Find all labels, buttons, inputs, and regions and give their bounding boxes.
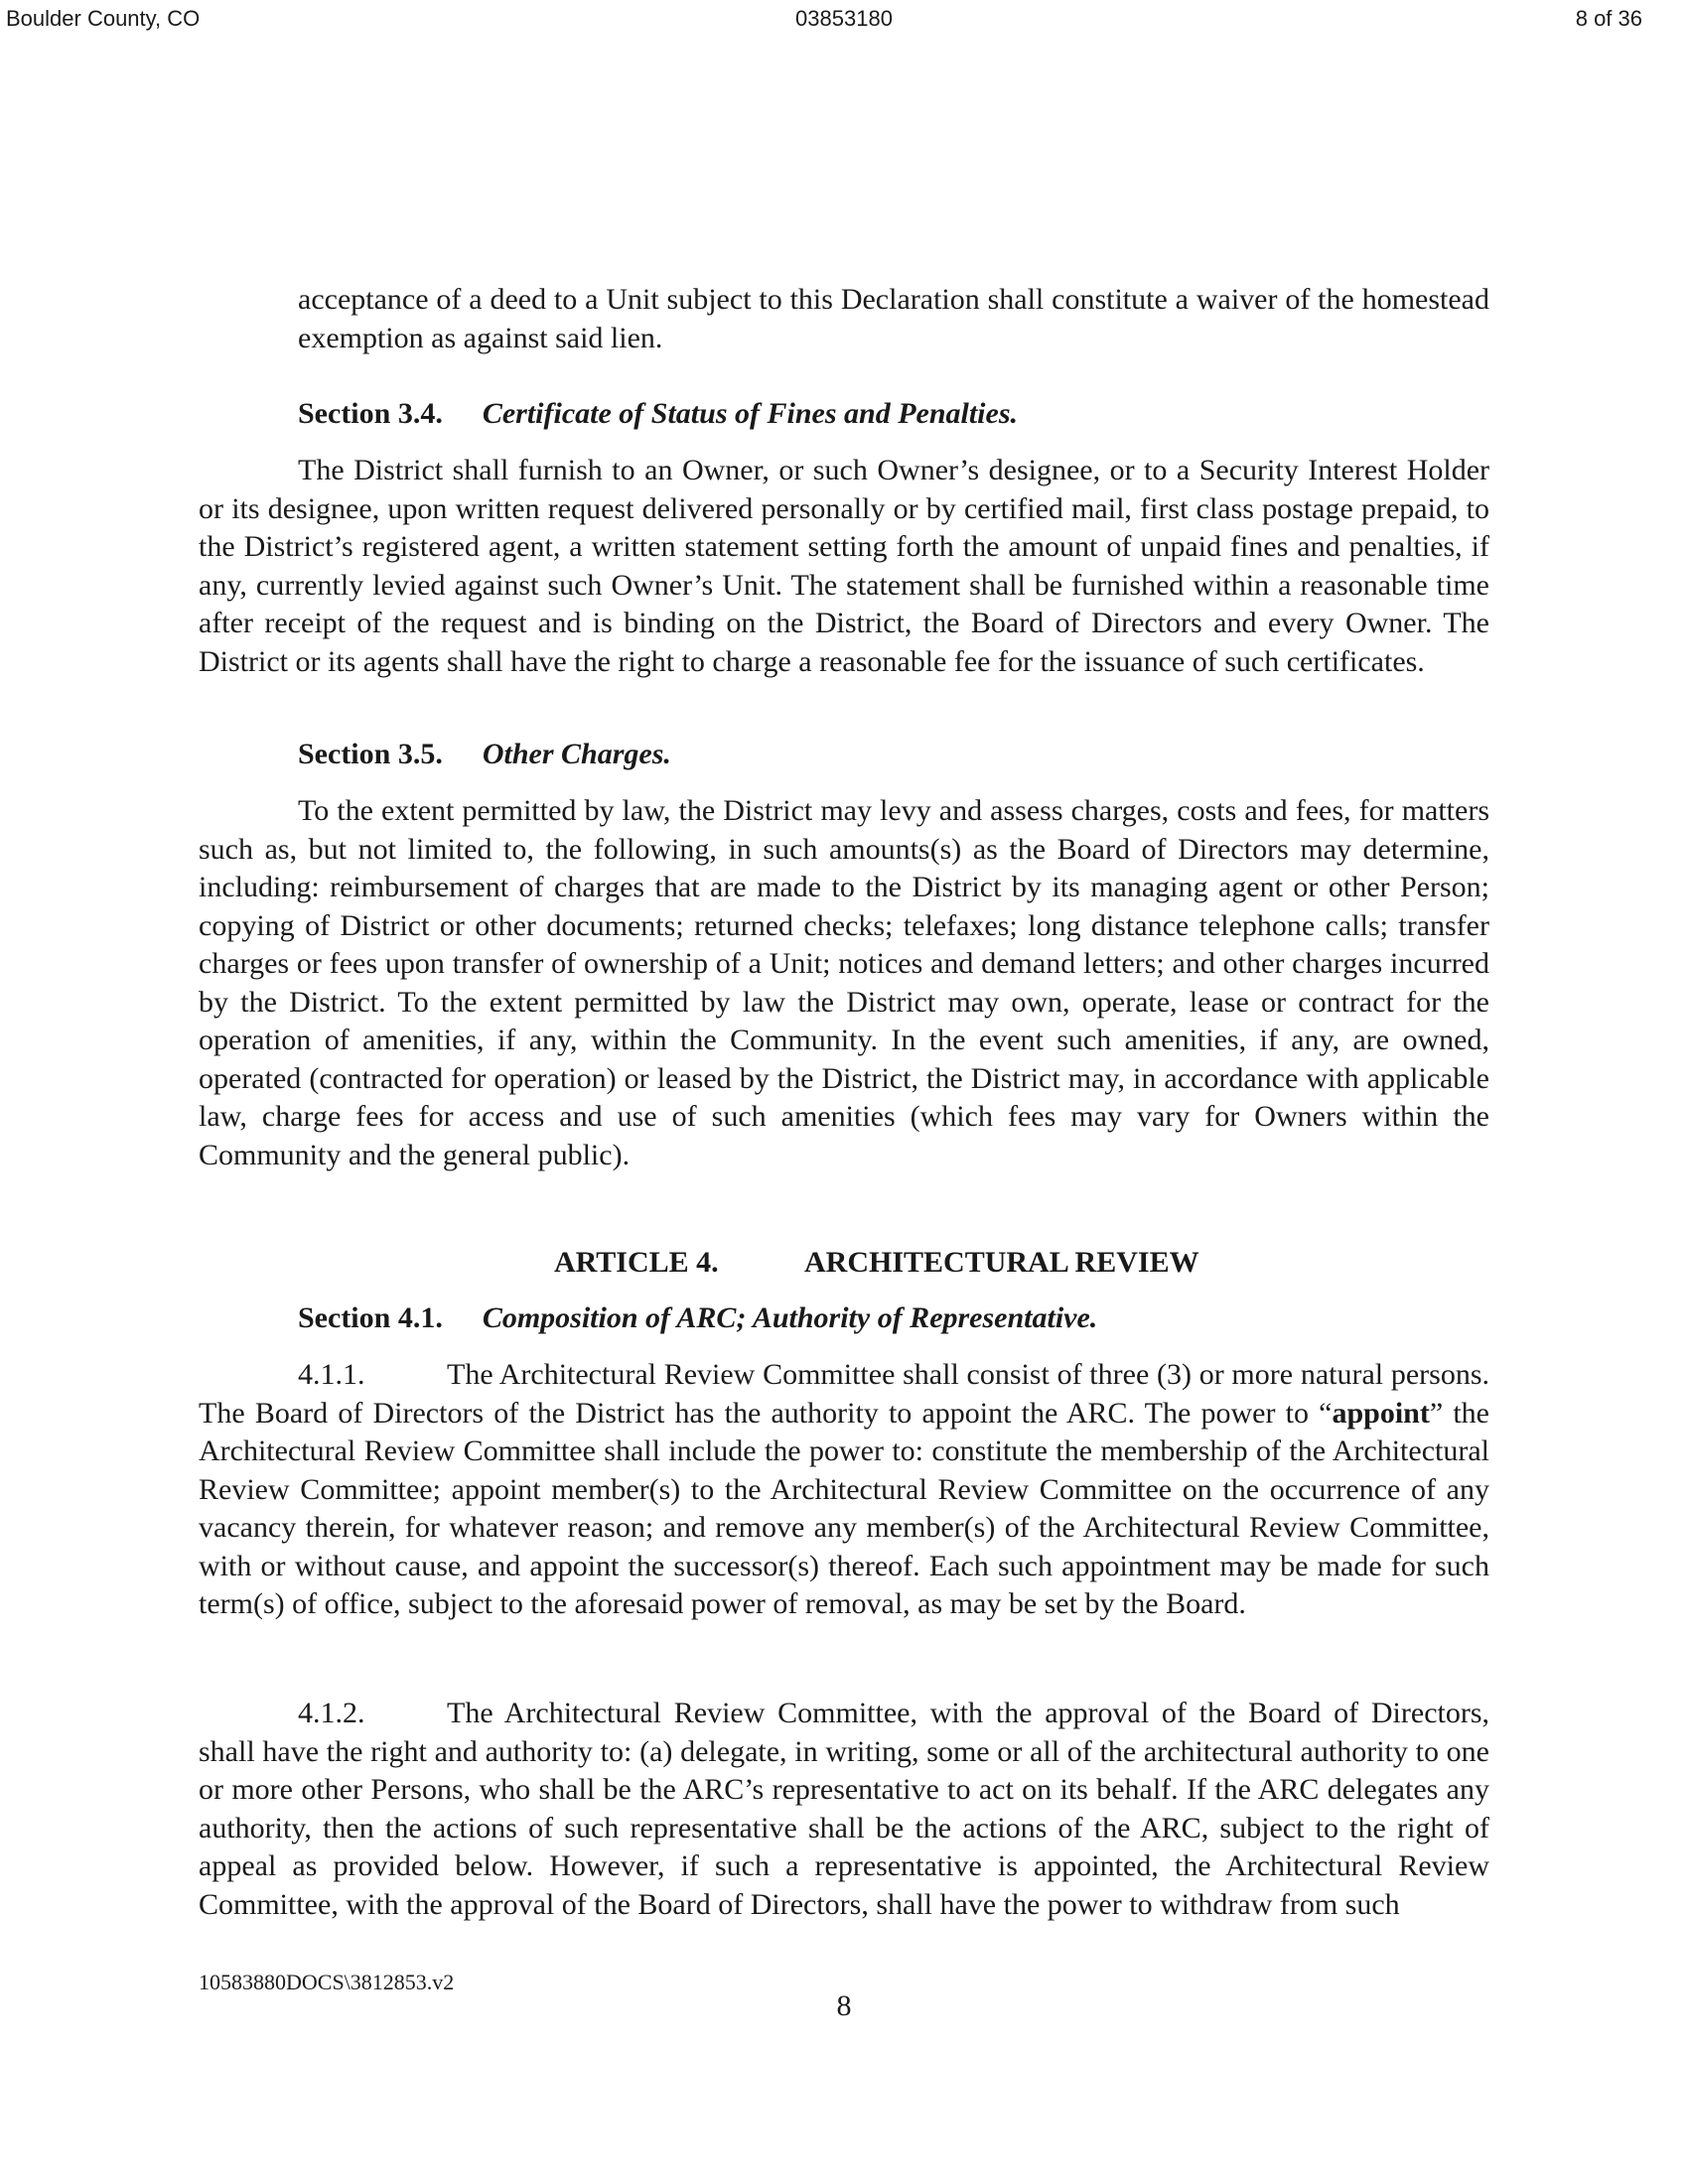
page-number: 8 bbox=[836, 1989, 852, 2022]
article-title: ARCHITECTURAL REVIEW bbox=[804, 1246, 1199, 1279]
section-3-4-paragraph: The District shall furnish to an Owner, or such Owner’s designee, or to a Security Interest Holder or its designee, upon written request delivered personally or by certified mail, first class postage prepaid, to the District’s registered agent, a written statement setting forth the amount of unpaid fines and penalties, if any, currently levied against such Owner’s Unit. The statement shall be furnished within a reasonable time after receipt of the request and is binding on the District, the Board of Directors and every Owner. The District or its agents shall have the right to charge a reasonable fee for the issuance of such certificates. bbox=[199, 454, 1490, 678]
section-title: Other Charges. bbox=[482, 738, 671, 770]
paragraph-number: 4.1.1. bbox=[298, 1358, 365, 1391]
page-counter: 8 of 36 bbox=[1575, 6, 1642, 31]
document-id: 10583880DOCS\3812853.v2 bbox=[199, 1970, 455, 1994]
section-title: Certificate of Status of Fines and Penalties. bbox=[482, 397, 1019, 430]
section-3-4-heading bbox=[298, 395, 1018, 434]
section-title: Composition of ARC; Authority of Representative. bbox=[482, 1301, 1098, 1334]
county-label: Boulder County, CO bbox=[6, 6, 201, 31]
viewer-header bbox=[0, 0, 1688, 44]
section-number: Section 3.4. bbox=[298, 397, 443, 430]
section-3-5-heading bbox=[298, 736, 671, 774]
section-number: Section 3.5. bbox=[298, 738, 443, 770]
section-number: Section 4.1. bbox=[298, 1301, 443, 1334]
paragraph-number: 4.1.2. bbox=[298, 1697, 365, 1729]
section-3-5-paragraph: To the extent permitted by law, the District may levy and assess charges, costs and fees, for matters such as, but not limited to, the following, in such amounts(s) as the Board of Directors may determine, including: reimbursement of charges that are made to the District by its managing agent or other Person; copying of District or other documents; returned checks; telefaxes; long distance telephone calls; transfer charges or fees upon transfer of ownership of a Unit; notices and demand letters; and other charges incurred by the District. To the extent permitted by law the District may own, operate, lease or contract for the operation of amenities, if any, within the Community. In the event such amenities, if any, are owned, operated (contracted for operation) or leased by the District, the District may, in accordance with applicable law, charge fees for access and use of such amenities (which fees may vary for Owners within the Community and the general public). bbox=[199, 794, 1489, 1171]
section-4-1-heading bbox=[298, 1299, 1097, 1338]
document-number: 03853180 bbox=[795, 6, 893, 31]
article-number: ARTICLE 4. bbox=[554, 1246, 719, 1279]
paragraph-4-1-2: 4.1.2. The Architectural Review Committee, with the approval of the Board of Directors, shall have the right and authority to: (a) delegate, in writing, some or all of the architectural authority to one or more other Persons, who shall be the ARC’s representative to act on its behalf. If the ARC delegates any authority, then the actions of such representative shall be the actions of the ARC, subject to the right of appeal as provided below. However, if such a representative is appointed, the Architectural Review Committee, with the approval of the Board of Directors, shall have the power to withdraw from such bbox=[199, 1697, 1490, 1921]
continued-paragraph: acceptance of a deed to a Unit subject to this Declaration shall constitute a waiver of the homestead exemption as against said lien. bbox=[298, 283, 1489, 354]
defined-term: appoint bbox=[1332, 1396, 1430, 1430]
paragraph-4-1-1: 4.1.1. The Architectural Review Committee shall consist of three (3) or more natural persons. The Board of Directors of the District has the authority to appoint the ARC. The power to “appoint” the Architectural Review Committee shall include the power to: constitute the membership of the Architectural Review Committee; appoint member(s) to the Architectural Review Committee on the occurrence of any vacancy therein, for whatever reason; and remove any member(s) of the Architectural Review Committee, with or without cause, and appoint the successor(s) thereof. Each such appointment may be made for such term(s) of office, subject to the aforesaid power of removal, as may be set by the Board. bbox=[199, 1358, 1489, 1620]
